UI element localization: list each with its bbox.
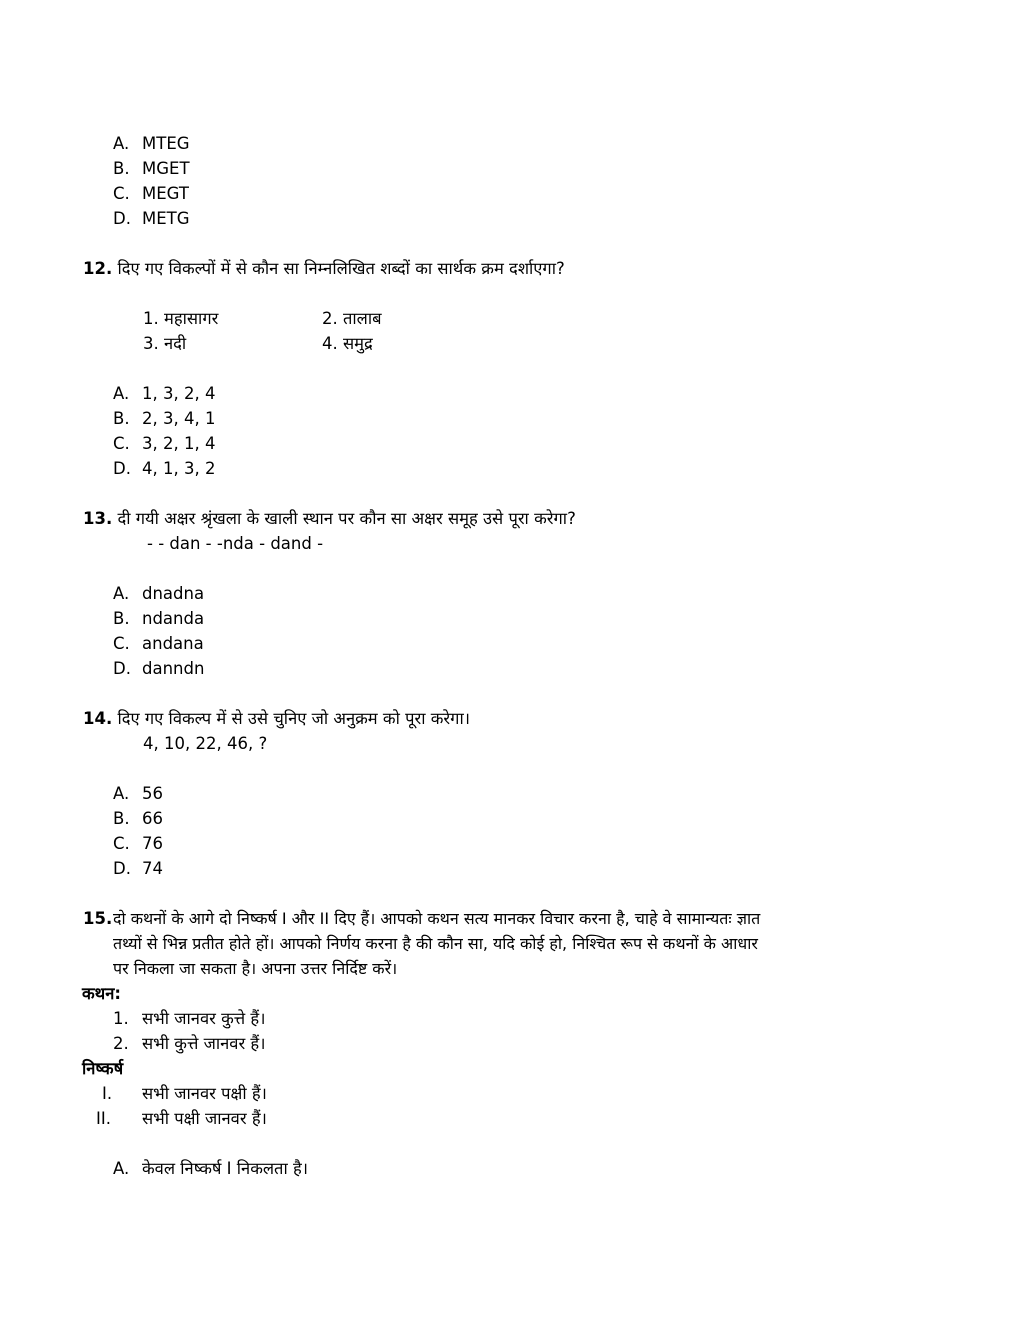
question-text-line: तथ्यों से भिन्न प्रतीत होते हों। आपको निर्णय करना है की कौन सा, यदि कोई हो, निश्चित रूप से कथनों के आधार: [113, 934, 758, 953]
option-letter: C.: [113, 184, 130, 203]
question-text: दिए गए विकल्पों में से कौन सा निम्नलिखित शब्दों का सार्थक क्रम दर्शाएगा?: [117, 259, 565, 278]
statements-heading: कथन:: [82, 984, 121, 1003]
conclusion-item: [0, 1081, 1020, 1106]
statement-item: [0, 1006, 1020, 1031]
option-text: 74: [142, 859, 163, 878]
conclusion-number: II.: [96, 1109, 111, 1128]
option-text: 2, 3, 4, 1: [142, 409, 216, 428]
statement-item: [0, 1031, 1020, 1056]
option-text: 3, 2, 1, 4: [142, 434, 216, 453]
list-item: [0, 381, 1020, 406]
question-text-line: दो कथनों के आगे दो निष्कर्ष I और II दिए हैं। आपको कथन सत्य मानकर विचार करना है, चाहे वे सामान्यतः ज्ञात: [113, 909, 761, 928]
option-letter: D.: [113, 209, 131, 228]
question-14: [83, 706, 470, 731]
option-text: 1, 3, 2, 4: [142, 384, 216, 403]
list-item: [0, 206, 1020, 231]
option-letter: A.: [113, 584, 130, 603]
option-letter: C.: [113, 634, 130, 653]
option-text: केवल निष्कर्ष I निकलता है।: [142, 1159, 308, 1178]
list-item: [0, 781, 1020, 806]
list-item: [0, 856, 1020, 881]
question-text: दिए गए विकल्प में से उसे चुनिए जो अनुक्रम को पूरा करेगा।: [117, 709, 470, 728]
word-item: 4. समुद्र: [322, 334, 373, 353]
option-letter: C.: [113, 834, 130, 853]
list-item: [0, 656, 1020, 681]
statement-number: 2.: [113, 1034, 129, 1053]
list-item: [0, 581, 1020, 606]
option-text: 66: [142, 809, 163, 828]
option-letter: D.: [113, 659, 131, 678]
conclusion-text: सभी जानवर पक्षी हैं।: [142, 1084, 267, 1103]
option-text: MEGT: [142, 184, 189, 203]
option-letter: B.: [113, 409, 130, 428]
list-item: [0, 131, 1020, 156]
letter-series: - - dan - -nda - dand -: [147, 534, 324, 553]
question-12: [83, 256, 565, 281]
option-text: MTEG: [142, 134, 190, 153]
conclusion-text: सभी पक्षी जानवर हैं।: [142, 1109, 267, 1128]
list-item: [0, 156, 1020, 181]
option-text: 56: [142, 784, 163, 803]
question-number-15: [83, 906, 112, 931]
number-sequence: 4, 10, 22, 46, ?: [143, 734, 268, 753]
list-item: [0, 806, 1020, 831]
conclusion-number: I.: [102, 1084, 113, 1103]
option-text: 4, 1, 3, 2: [142, 459, 216, 478]
option-text: 76: [142, 834, 163, 853]
question-number: 13.: [83, 509, 113, 528]
list-item: [0, 831, 1020, 856]
list-item: [0, 431, 1020, 456]
option-text: dnadna: [142, 584, 205, 603]
option-letter: D.: [113, 859, 131, 878]
option-letter: B.: [113, 159, 130, 178]
option-letter: B.: [113, 809, 130, 828]
list-item: [0, 406, 1020, 431]
question-13: [83, 506, 576, 531]
option-text: METG: [142, 209, 190, 228]
word-item: 2. तालाब: [322, 309, 382, 328]
question-number: 12.: [83, 259, 113, 278]
option-letter: A.: [113, 134, 130, 153]
statement-text: सभी कुत्ते जानवर हैं।: [142, 1034, 266, 1053]
word-item: 3. नदी: [143, 334, 187, 353]
option-text: ndanda: [142, 609, 205, 628]
option-letter: A.: [113, 1159, 130, 1178]
word-item: 1. महासागर: [143, 309, 219, 328]
option-letter: A.: [113, 384, 130, 403]
conclusions-heading: निष्कर्ष: [82, 1059, 124, 1078]
question-number: 15.: [83, 909, 113, 928]
option-letter: C.: [113, 434, 130, 453]
list-item: [0, 181, 1020, 206]
question-number: 14.: [83, 709, 113, 728]
option-text: MGET: [142, 159, 190, 178]
option-letter: B.: [113, 609, 130, 628]
statement-text: सभी जानवर कुत्ते हैं।: [142, 1009, 266, 1028]
statement-number: 1.: [113, 1009, 129, 1028]
option-letter: D.: [113, 459, 131, 478]
list-item: [0, 456, 1020, 481]
option-letter: A.: [113, 784, 130, 803]
list-item: [0, 606, 1020, 631]
question-text: दी गयी अक्षर श्रृंखला के खाली स्थान पर कौन सा अक्षर समूह उसे पूरा करेगा?: [117, 509, 576, 528]
question-text-line: पर निकला जा सकता है। अपना उत्तर निर्दिष्ट करें।: [113, 959, 398, 978]
list-item: [0, 631, 1020, 656]
conclusion-item: [0, 1106, 1020, 1131]
list-item: [0, 1156, 1020, 1181]
option-text: andana: [142, 634, 204, 653]
option-text: danndn: [142, 659, 205, 678]
